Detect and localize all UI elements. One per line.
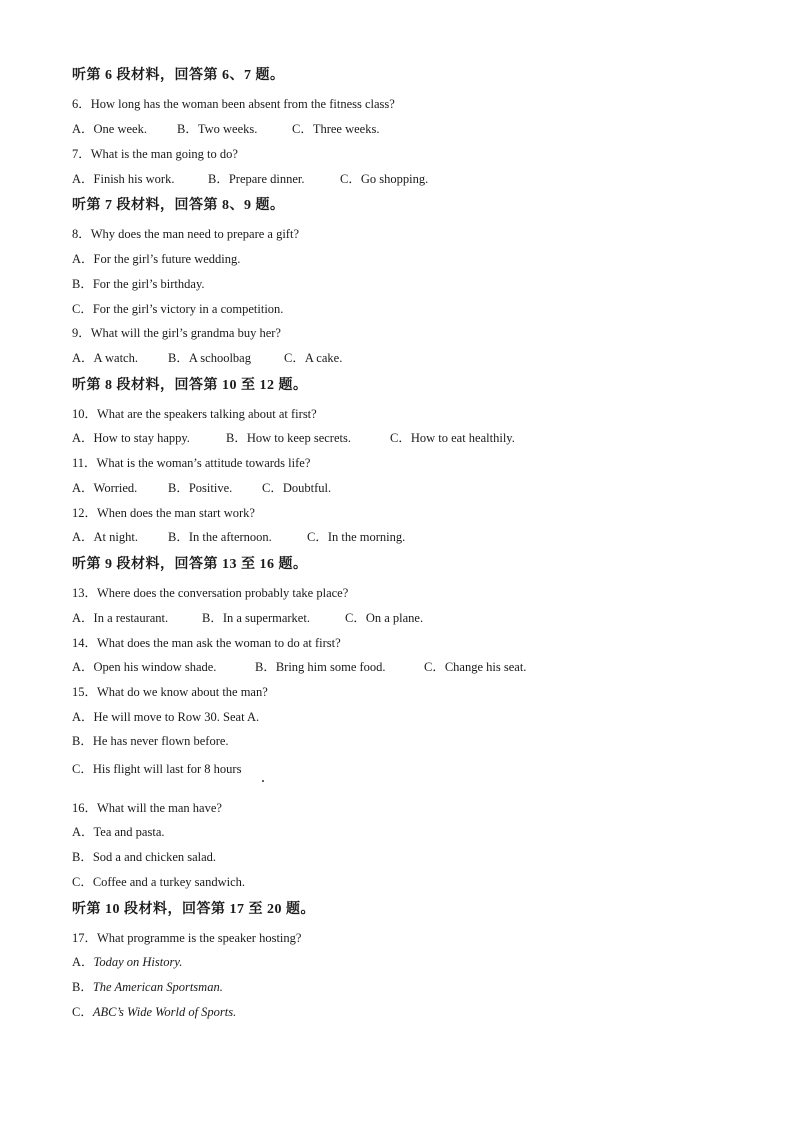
stray-dot: [262, 780, 264, 782]
options-9: [72, 350, 342, 366]
option-13b: B．In a supermarket.: [202, 611, 310, 625]
option-15b: B．He has never flown before.: [72, 734, 229, 748]
option-11c: C．Doubtful.: [262, 481, 332, 495]
option-15a: A．He will move to Row 30. Seat A.: [72, 710, 260, 724]
section-heading-6: 听第 6 段材料，回答第 6、7 题。: [72, 68, 285, 83]
option-16b: B．Sod a and chicken salad.: [72, 850, 217, 864]
option-6a: A．One week.: [72, 122, 147, 136]
option-14b: B．Bring him some food.: [255, 660, 386, 674]
option-8b: B．For the girl’s birthday.: [72, 277, 205, 291]
question-11: 11．What is the woman’s attitude towards life?: [72, 456, 311, 470]
option-12c: C．In the morning.: [307, 530, 406, 544]
option-16c: C．Coffee and a turkey sandwich.: [72, 875, 245, 889]
question-16: 16．What will the man have?: [72, 801, 222, 815]
options-11: [72, 480, 331, 496]
question-6: 6．How long has the woman been absent from the fitness class?: [72, 97, 395, 111]
section-heading-10: 听第 10 段材料，回答第 17 至 20 题。: [72, 902, 315, 917]
option-17a-title: Today on History.: [93, 955, 183, 969]
option-8a: A．For the girl’s future wedding.: [72, 252, 241, 266]
option-17a-letter: A．: [72, 955, 94, 969]
options-6: [72, 121, 379, 137]
option-14a: A．Open his window shade.: [72, 660, 217, 674]
option-10c: C．How to eat healthily.: [390, 431, 515, 445]
option-16a: A．Tea and pasta.: [72, 825, 165, 839]
option-11b: B．Positive.: [168, 481, 233, 495]
option-12a: A．At night.: [72, 530, 138, 544]
option-17b: [72, 979, 223, 995]
options-14: [72, 659, 526, 675]
question-13: 13．Where does the conversation probably take place?: [72, 586, 349, 600]
option-11a: A．Worried.: [72, 481, 138, 495]
option-6b: B．Two weeks.: [177, 122, 258, 136]
question-17: 17．What programme is the speaker hosting?: [72, 931, 302, 945]
option-6c: C．Three weeks.: [292, 122, 380, 136]
option-9c: C．A cake.: [284, 351, 343, 365]
option-7c: C．Go shopping.: [340, 172, 429, 186]
options-12: [72, 529, 405, 545]
option-17b-letter: B．: [72, 980, 93, 994]
option-7a: A．Finish his work.: [72, 172, 175, 186]
option-12b: B．In the afternoon.: [168, 530, 272, 544]
question-9: 9．What will the girl’s grandma buy her?: [72, 326, 281, 340]
option-10a: A．How to stay happy.: [72, 431, 190, 445]
option-17c-title: ABC’s Wide World of Sports.: [92, 1005, 237, 1019]
option-17c: [72, 1004, 236, 1020]
question-14: 14．What does the man ask the woman to do at first?: [72, 636, 341, 650]
option-17a: [72, 954, 182, 970]
option-9a: A．A watch.: [72, 351, 138, 365]
option-8c: C．For the girl’s victory in a competition.: [72, 302, 284, 316]
option-13c: C．On a plane.: [345, 611, 424, 625]
option-7b: B．Prepare dinner.: [208, 172, 305, 186]
section-heading-9: 听第 9 段材料，回答第 13 至 16 题。: [72, 557, 308, 572]
question-10: 10．What are the speakers talking about at first?: [72, 407, 317, 421]
option-17c-letter: C．: [72, 1005, 93, 1019]
option-14c: C．Change his seat.: [424, 660, 527, 674]
option-17b-title: The American Sportsman.: [92, 980, 223, 994]
section-heading-7: 听第 7 段材料，回答第 8、9 题。: [72, 198, 285, 213]
options-10: [72, 430, 515, 446]
options-7: [72, 171, 428, 187]
section-heading-8: 听第 8 段材料，回答第 10 至 12 题。: [72, 378, 308, 393]
question-8: 8．Why does the man need to prepare a gift?: [72, 227, 299, 241]
question-15: 15．What do we know about the man?: [72, 685, 268, 699]
option-10b: B．How to keep secrets.: [226, 431, 351, 445]
option-15c: C．His flight will last for 8 hours: [72, 762, 242, 776]
option-9b: B．A schoolbag: [168, 351, 251, 365]
option-13a: A．In a restaurant.: [72, 611, 169, 625]
question-7: 7．What is the man going to do?: [72, 147, 238, 161]
question-12: 12．When does the man start work?: [72, 506, 255, 520]
options-13: [72, 610, 423, 626]
